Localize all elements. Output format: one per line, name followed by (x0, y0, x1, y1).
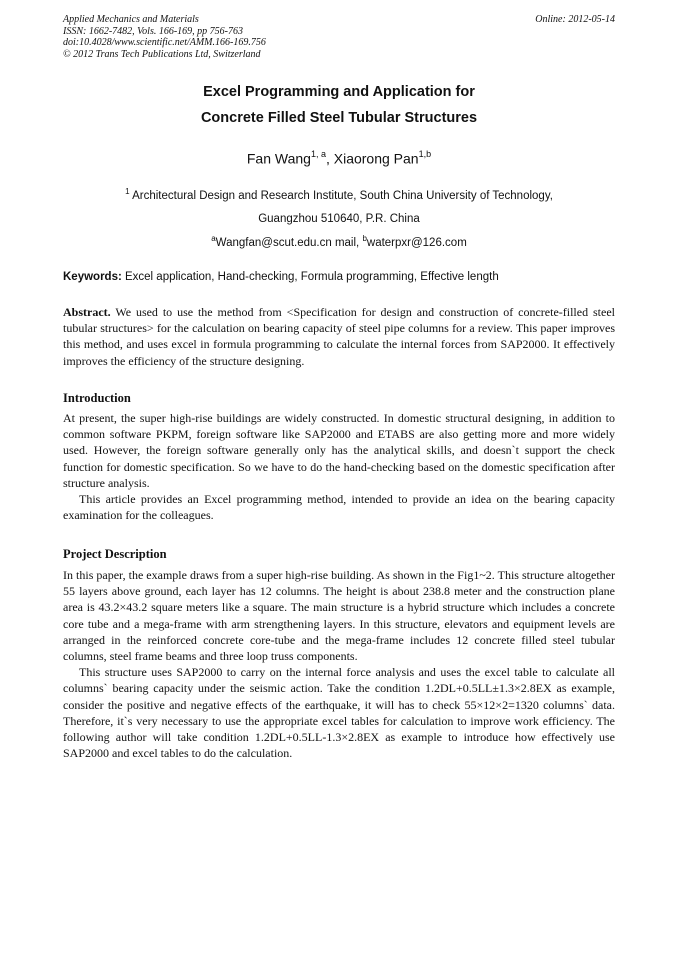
abstract-label: Abstract. (63, 305, 111, 319)
introduction-section (63, 410, 615, 523)
journal-name: Applied Mechanics and Materials (63, 14, 199, 25)
section-heading: Introduction (63, 391, 131, 405)
paragraph: At present, the super high-rise buildings are widely constructed. In domestic structural designing, in addition to common software PKPM, foreign software like SAP2000 and ETABS are also getting more and more widely used. However, the foreign software generally only has the analytical skills, and doesn`t support the check function for domestic specification. So we have to do the hand-checking based on the domestic specification after structure analysis. (63, 411, 615, 490)
email-address: Wangfan@scut.edu.cn mail, (215, 236, 363, 249)
email-mark: b (362, 234, 367, 243)
paragraph: This article provides an Excel programming method, intended to provide an idea on the bearing capacity examination for the colleagues. (63, 492, 615, 523)
abstract (63, 304, 615, 369)
online-date: Online: 2012-05-14 (535, 14, 615, 25)
affiliation-mark: 1 (125, 187, 130, 196)
keywords-text: Excel application, Hand-checking, Formula programming, Effective length (121, 271, 499, 283)
affiliation-line-2: Guangzhou 510640, P.R. China (258, 212, 420, 225)
author-emails (63, 229, 615, 253)
journal-copyright: © 2012 Trans Tech Publications Ltd, Switzerland (63, 48, 261, 60)
title-line-1: Excel Programming and Application for (203, 84, 475, 100)
author-name: Fan Wang (246, 150, 311, 167)
affiliation-text: Architectural Design and Research Institute, South China University of Technology, (129, 189, 553, 202)
paragraph: In this paper, the example draws from a super high-rise building. As shown in the Fig1~2. This structure altogether 55 layers above ground, each layer has 12 columns. The height is about 238.8 meter and the construction plane area is 43.2×43.2 square meters like a square. The main structure is a hybrid structure which includes a concrete core tube and a mega-frame with arm strengthening layers. In this structure, elevators and equipment levels are arranged in the reinforced concrete core-tube and the mega-frame includes 12 concrete filled steel tubular columns, steel frame beams and three loop truss components. (63, 568, 615, 664)
paragraph: This structure uses SAP2000 to carry on the internal force analysis and uses the excel table to calculate all columns` bearing capacity under the seismic action. Take the condition 1.2DL+0.5LL±1.3×2.8EX as example, consider the positive and negative effects of the earthquake, it will has to check 55×12×2=1320 columns` data. Therefore, it`s very necessary to use the appropriate excel tables for calculation to improve work efficiency. The following author will take condition 1.2DL+0.5LL-1.3×2.8EX as example to introduce how effectively use SAP2000 and excel tables to do the calculation. (63, 665, 615, 761)
affiliation-line-1 (63, 180, 615, 208)
email-mark: a (211, 234, 216, 243)
author-affiliation-mark: 1, a (310, 149, 326, 159)
author-affiliation-mark: 1,b (418, 149, 432, 159)
paper-title (63, 79, 615, 131)
keywords (63, 267, 615, 287)
journal-header (63, 14, 615, 60)
abstract-text: We used to use the method from <Specification for design and construction of concrete-filled steel tubular structures> for the calculation on bearing capacity of steel pipe columns for a review. This paper improves this method, and uses excel in formula programming to calculate the internal forces from SAP2000. It effectively improves the efficiency of the structure designing. (63, 305, 615, 368)
email-address: waterpxr@126.com (366, 236, 467, 249)
section-heading: Project Description (63, 547, 167, 561)
journal-issn: ISSN: 1662-7482, Vols. 166-169, pp 756-763 (63, 25, 243, 37)
keywords-label: Keywords: (63, 271, 122, 283)
author-list (63, 145, 615, 169)
title-line-2: Concrete Filled Steel Tubular Structures (200, 110, 478, 126)
author-name: Xiaorong Pan (333, 150, 419, 167)
affiliation (63, 180, 615, 231)
author-separator: , (325, 150, 334, 167)
journal-doi: doi:10.4028/www.scientific.net/AMM.166-169.756 (63, 37, 266, 48)
project-description-section (63, 567, 615, 761)
